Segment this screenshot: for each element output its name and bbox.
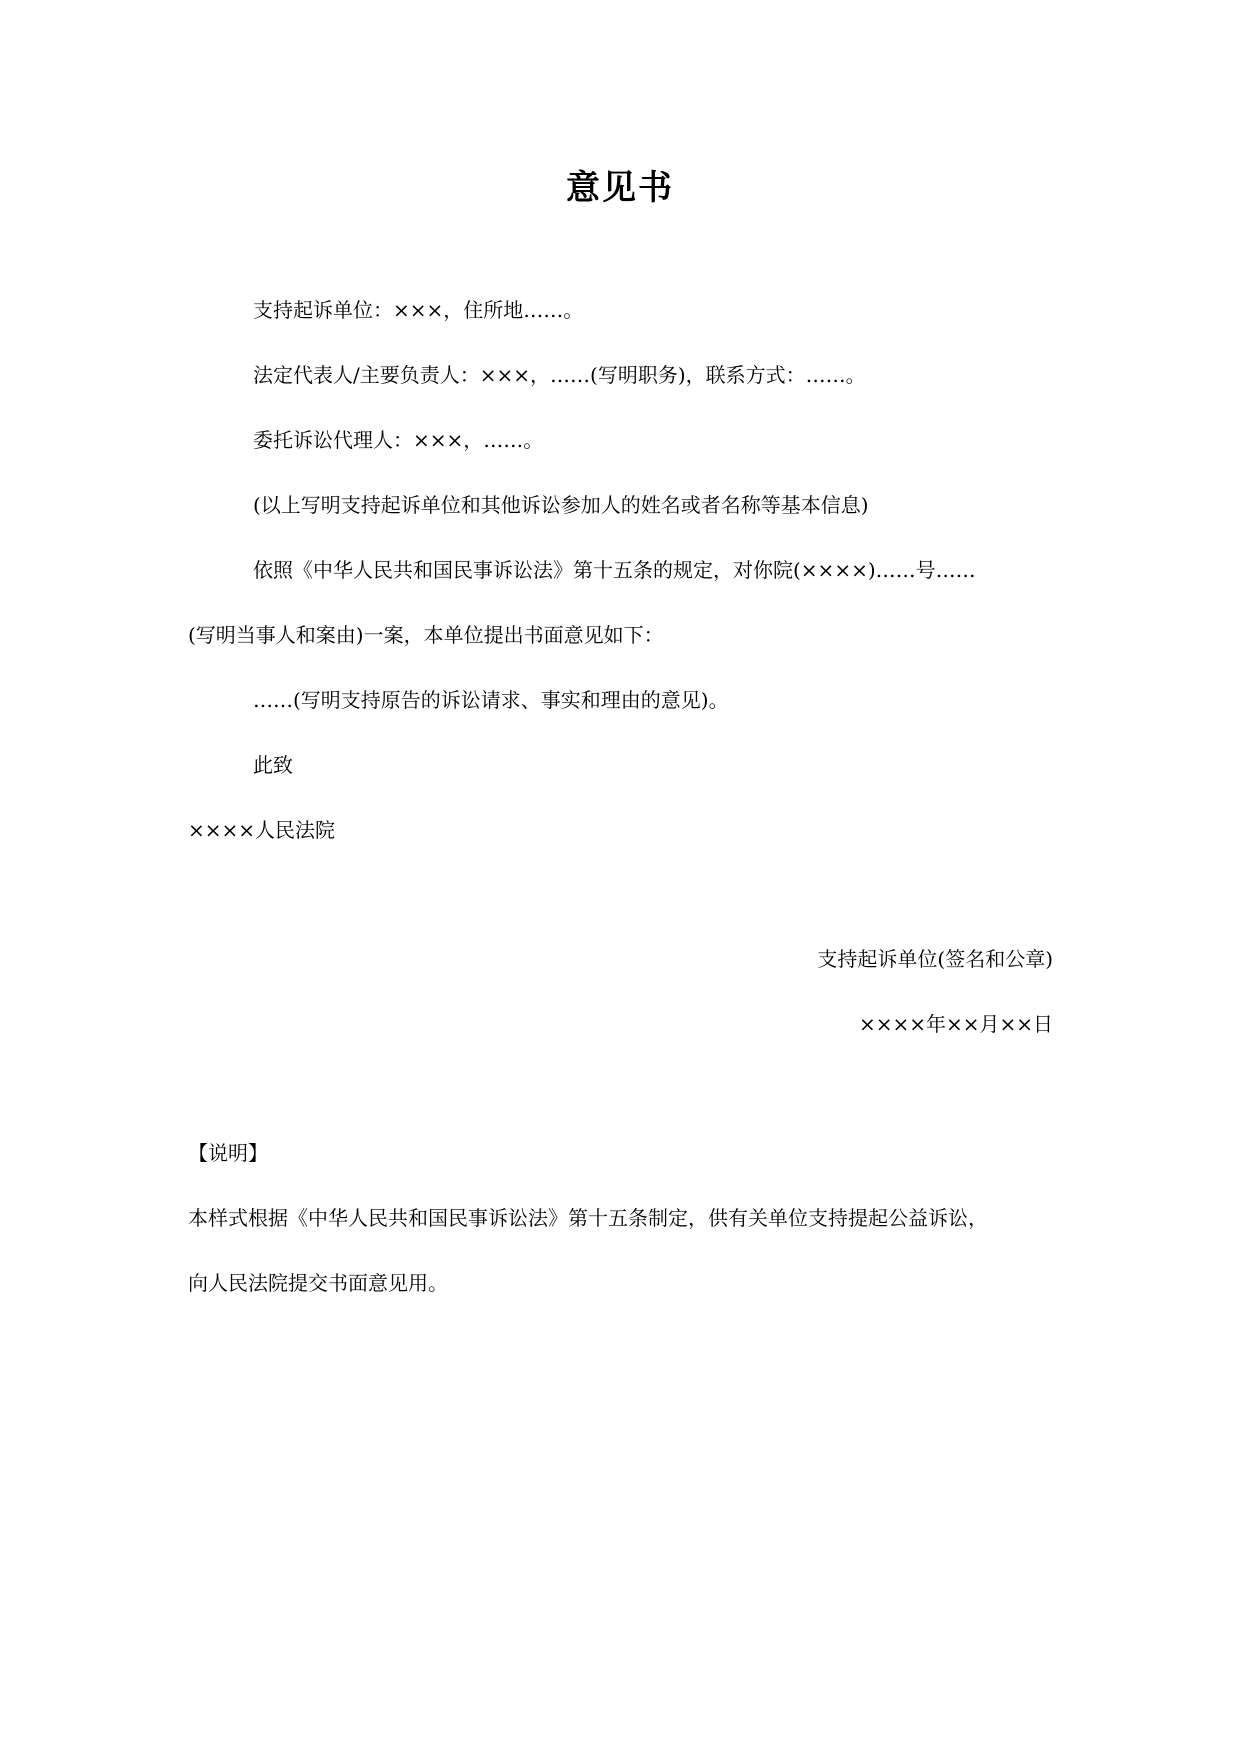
explanation-line-1: 本样式根据《中华人民共和国民事诉讼法》第十五条制定，供有关单位支持提起公益诉讼， (188, 1206, 988, 1230)
agent-line: 委托诉讼代理人：×××，……。 (253, 428, 544, 452)
explanation-heading: 【说明】 (188, 1141, 268, 1165)
support-unit-line: 支持起诉单位：×××，住所地……。 (253, 298, 584, 322)
signature-date: ××××年××月××日 (858, 1012, 1053, 1036)
opinion-line: ……(写明支持原告的诉讼请求、事实和理由的意见)。 (253, 688, 729, 712)
basis-line-2: (写明当事人和案由)一案，本单位提出书面意见如下： (188, 623, 664, 647)
signature-line: 支持起诉单位(签名和公章) (817, 947, 1053, 971)
recipient-court: ××××人民法院 (188, 818, 336, 842)
document-title: 意见书 (566, 168, 674, 208)
parties-note-line: (以上写明支持起诉单位和其他诉讼参加人的姓名或者名称等基本信息) (253, 493, 869, 517)
basis-line-1: 依照《中华人民共和国民事诉讼法》第十五条的规定，对你院(××××)……号…… (253, 558, 976, 582)
explanation-line-2: 向人民法院提交书面意见用。 (188, 1271, 448, 1295)
legal-representative-line: 法定代表人/主要负责人：×××，……(写明职务)，联系方式：……。 (253, 363, 866, 387)
salutation: 此致 (253, 753, 293, 777)
